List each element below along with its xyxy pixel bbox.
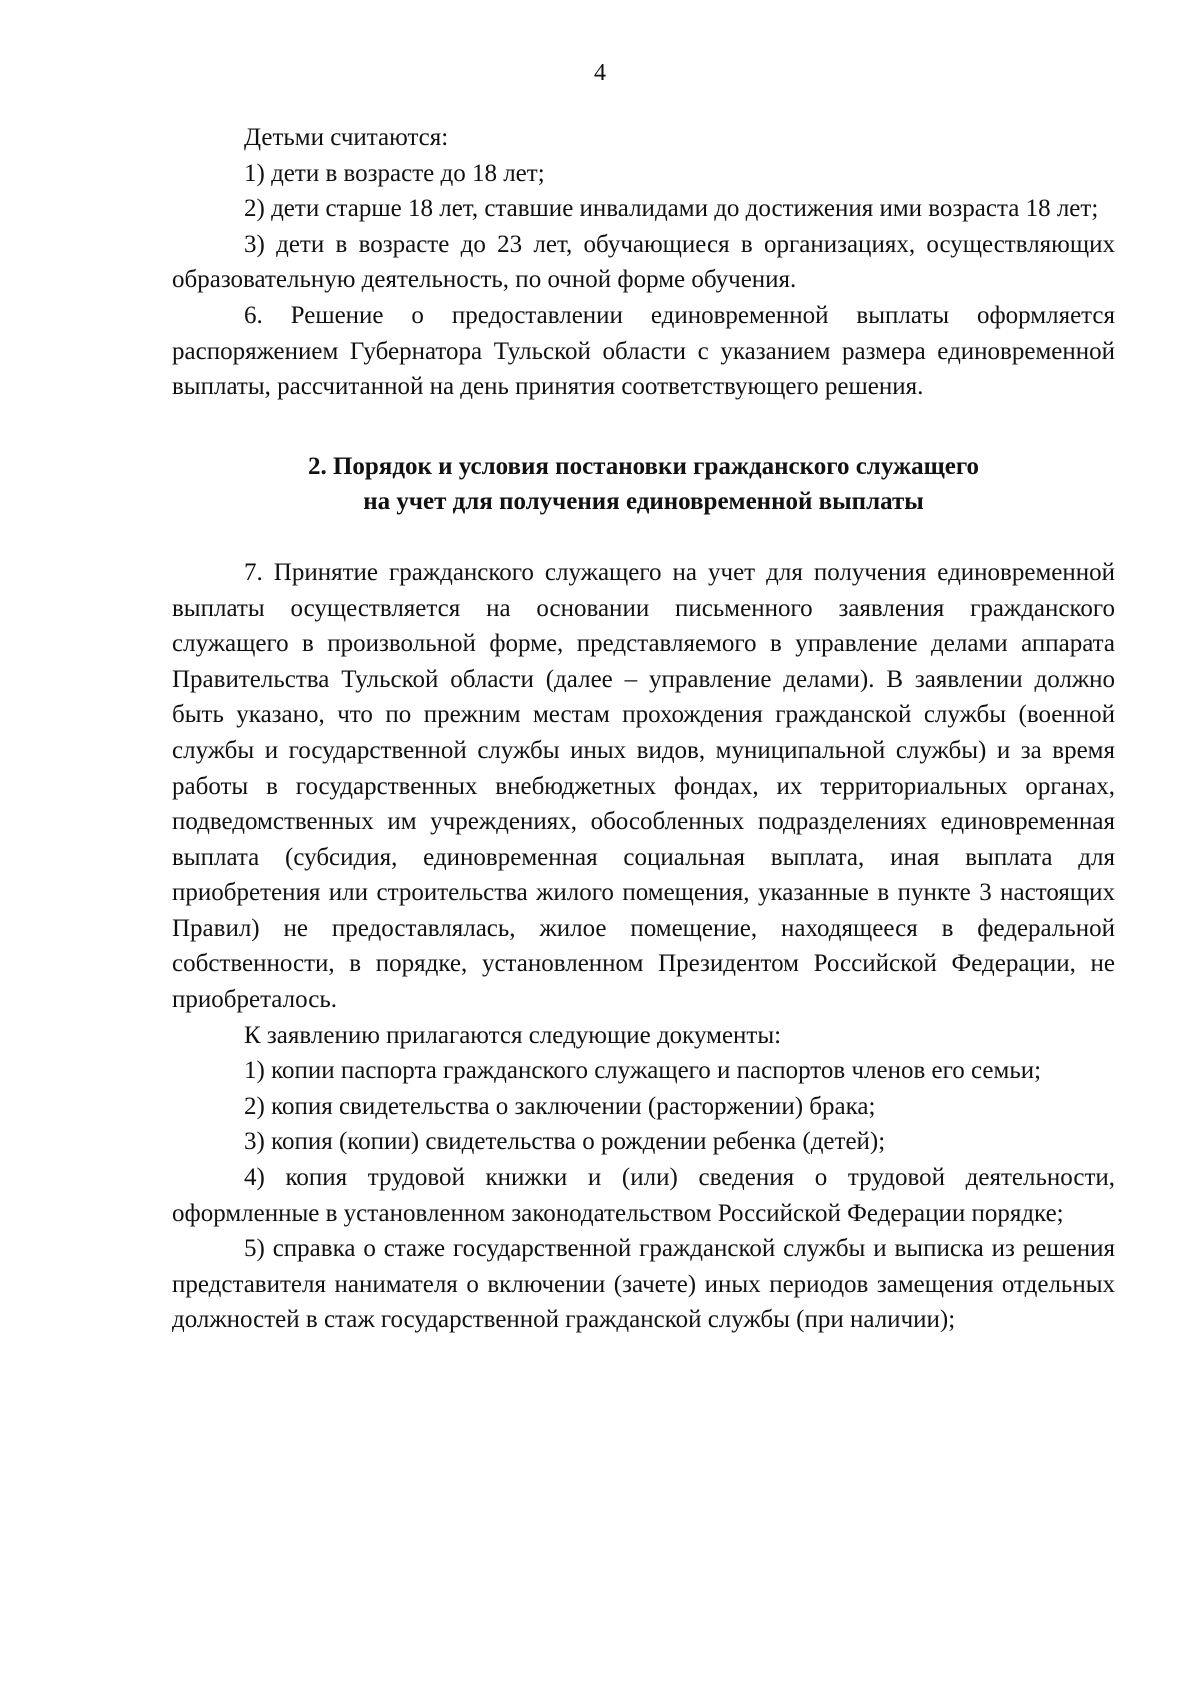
list-item-document-4: 4) копия трудовой книжки и (или) сведения о трудовой деятельности, оформленные в установленном законодательством Российской Федерации порядке; <box>172 1164 1115 1227</box>
list-item-document-1: 1) копии паспорта гражданского служащего и паспортов членов его семьи; <box>244 1057 1042 1085</box>
list-item-children-1: 1) дети в возрасте до 18 лет; <box>244 159 545 187</box>
paragraph-clause-7: 7. Принятие гражданского служащего на учет для получения единовременной выплаты осуществляется на основании письменного заявления гражданского служащего в произвольной форме, представляемого в управление делами аппарата Правительства Тульской области (далее – управление делами). В заявлении должно быть указано, что по прежним местам прохождения гражданской службы (военной службы и государственной службы иных видов, муниципальной службы) и за время работы в государственных внебюджетных фондах, их территориальных органах, подведомственных им учреждениях, обособленных подразделениях единовременная выплата (субсидия, единовременная социальная выплата, иная выплата для приобретения или строительства жилого помещения, указанные в пункте 3 настоящих Правил) не предоставлялась, жилое помещение, находящееся в федеральной собственности, в порядке, установленном Президентом Российской Федерации, не приобреталось. <box>172 558 1115 1014</box>
section-heading-line-1: 2. Порядок и условия постановки гражданского служащего <box>307 452 980 480</box>
list-item-document-3: 3) копия (копии) свидетельства о рождении ребенка (детей); <box>244 1128 886 1156</box>
document-body <box>172 120 1115 1338</box>
paragraph-clause-6: 6. Решение о предоставлении единовременной выплаты оформляется распоряжением Губернатора Тульской области с указанием размера единовременной выплаты, рассчитанной на день принятия соответствующего решения. <box>172 301 1115 401</box>
paragraph-children-definition: Детьми считаются: <box>244 124 449 151</box>
list-item-document-5: 5) справка о стаже государственной гражданской службы и выписка из решения представителя нанимателя о включении (зачете) иных периодов замещения отдельных должностей в стаж государственной гражданской службы (при наличии); <box>172 1235 1115 1334</box>
paragraph-documents-intro: К заявлению прилагаются следующие документы: <box>244 1021 782 1049</box>
list-item-children-2: 2) дети старше 18 лет, ставшие инвалидами до достижения ими возраста 18 лет; <box>244 195 1099 223</box>
page-number: 4 <box>594 60 606 86</box>
section-heading-line-2: на учет для получения единовременной выплаты <box>363 488 924 516</box>
list-item-children-3: 3) дети в возрасте до 23 лет, обучающиеся в организациях, осуществляющих образовательную деятельность, по очной форме обучения. <box>172 230 1115 294</box>
list-item-document-2: 2) копия свидетельства о заключении (расторжении) брака; <box>244 1092 876 1120</box>
section-heading <box>172 449 1115 520</box>
